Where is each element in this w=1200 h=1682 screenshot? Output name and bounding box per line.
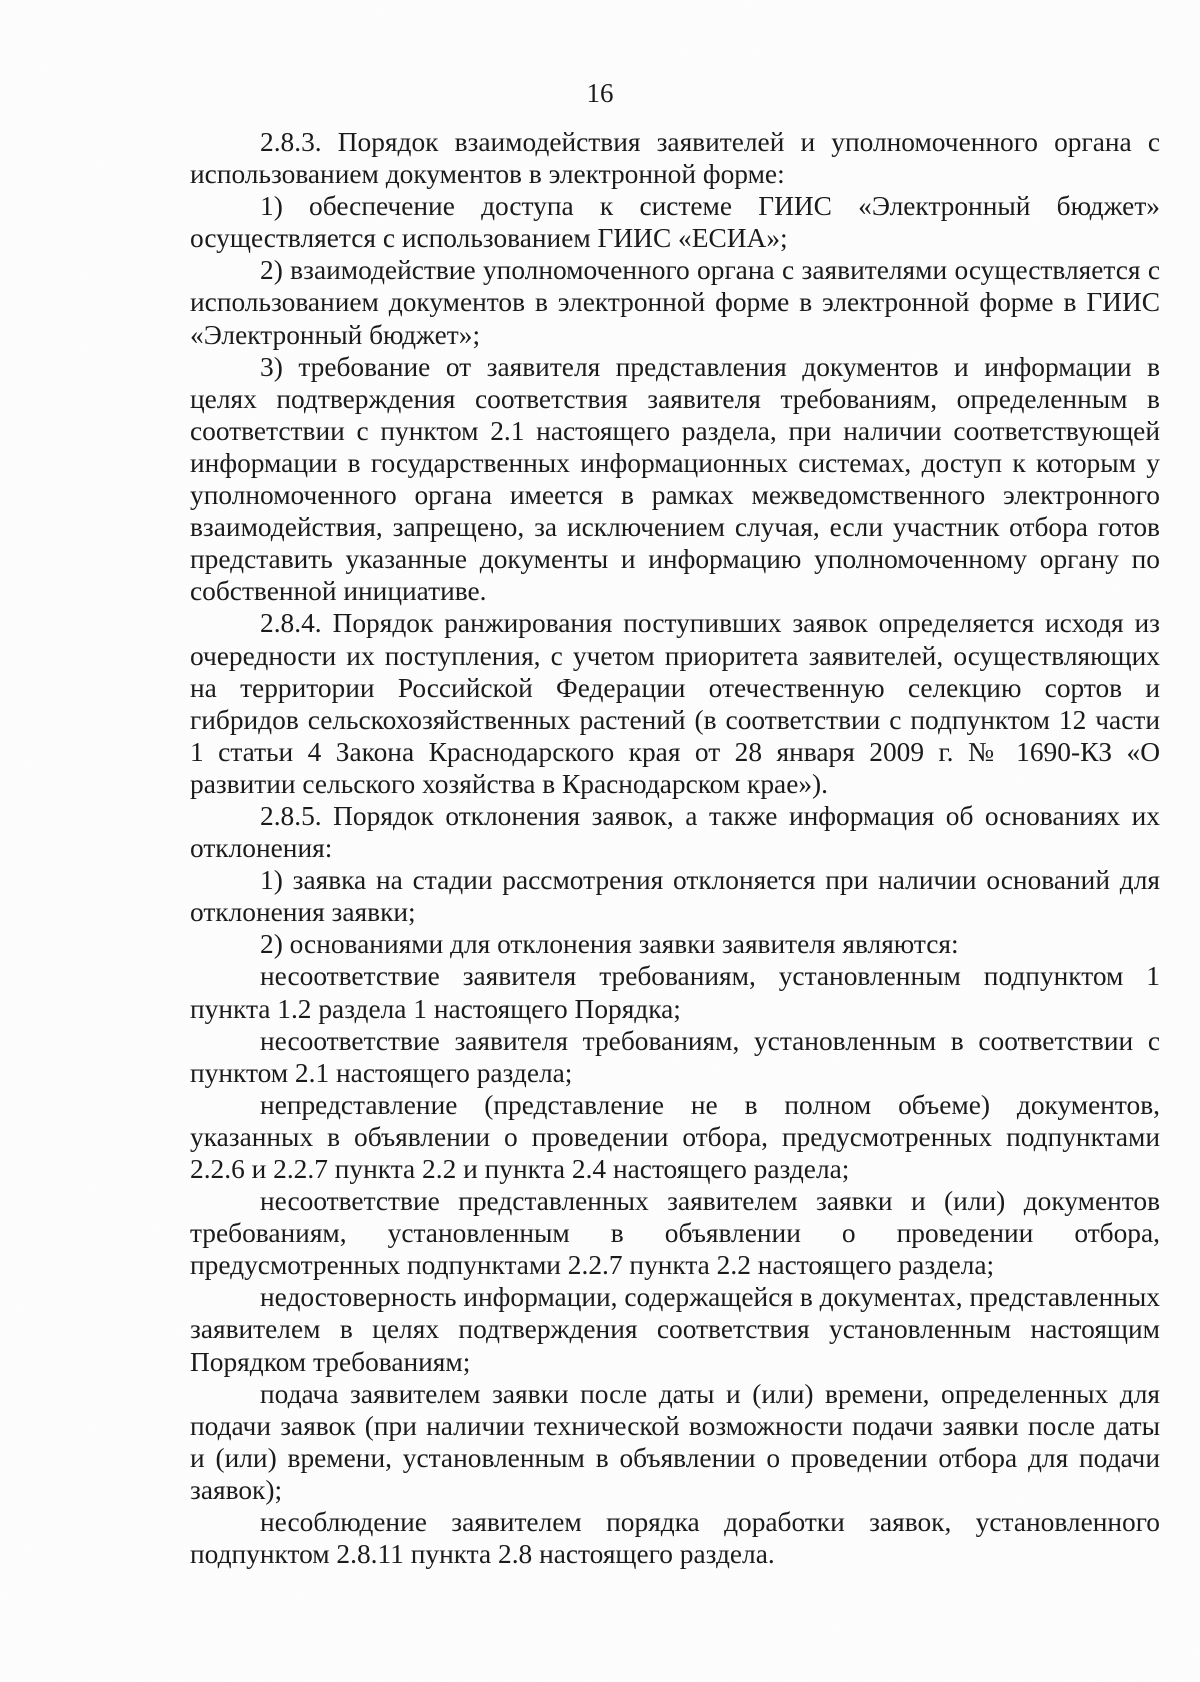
paragraph-ground-7: несоблюдение заявителем порядка доработки заявок, установленного подпунктом 2.8.11 пункта 2.8 настоящего раздела. — [190, 1507, 1160, 1570]
paragraph-ground-1: несоответствие заявителя требованиям, установленным подпунктом 1 пункта 1.2 раздела 1 настоящего Порядка; — [190, 961, 1160, 1024]
paragraph-ground-5: недостоверность информации, содержащейся в документах, представленных заявителем в целях подтверждения соответствия установленным настоящим Порядком требованиям; — [190, 1282, 1160, 1377]
paragraph-ground-6: подача заявителем заявки после даты и (или) времени, определенных для подачи заявок (при наличии технической возможности подачи заявки после даты и (или) времени, установленным в объявлении о проведении отбора для подачи заявок); — [190, 1378, 1160, 1505]
paragraph-reject-item-1: 1) заявка на стадии рассмотрения отклоняется при наличии оснований для отклонения заявки; — [190, 865, 1160, 928]
paragraph-2-8-3: 2.8.3. Порядок взаимодействия заявителей и уполномоченного органа с использованием документов в электронной форме: — [190, 127, 1160, 190]
page-number: 16 — [586, 78, 614, 108]
document-body — [190, 126, 1160, 1570]
paragraph-item-3-requirement: 3) требование от заявителя представления документов и информации в целях подтверждения соответствия заявителя требованиям, определенным в соответствии с пунктом 2.1 настоящего раздела, при наличии соответствующей информации в государственных информационных системах, доступ к которым у уполномоченного органа имеется в рамках межведомственного электронного взаимодействия, запрещено, за исключением случая, если участник отбора готов представить указанные документы и информацию уполномоченному органу по собственной инициативе. — [190, 351, 1160, 607]
paragraph-ground-2: несоответствие заявителя требованиям, установленным в соответствии с пунктом 2.1 настоящего раздела; — [190, 1025, 1160, 1088]
paragraph-ground-3: непредставление (представление не в полном объеме) документов, указанных в объявлении о проведении отбора, предусмотренных подпунктами 2.2.6 и 2.2.7 пункта 2.2 и пункта 2.4 настоящего раздела; — [190, 1089, 1160, 1184]
paragraph-2-8-4: 2.8.4. Порядок ранжирования поступивших заявок определяется исходя из очередности их поступления, с учетом приоритета заявителей, осуществляющих на территории Российской Федерации отечественную селекцию сортов и гибридов сельскохозяйственных растений (в соответствии с подпунктом 12 части 1 статьи 4 Закона Краснодарского края от 28 января 2009 г. № 1690-КЗ «О развитии сельского хозяйства в Краснодарском крае»). — [190, 608, 1160, 799]
paragraph-2-8-5: 2.8.5. Порядок отклонения заявок, а также информация об основаниях их отклонения: — [190, 800, 1160, 864]
paragraph-item-2-interaction: 2) взаимодействие уполномоченного органа с заявителями осуществляется с использованием документов в электронной форме в электронной форме в ГИИС «Электронный бюджет»; — [190, 255, 1160, 350]
paragraph-item-1-esia: 1) обеспечение доступа к системе ГИИС «Электронный бюджет» осуществляется с использованием ГИИС «ЕСИА»; — [190, 191, 1160, 254]
paragraph-reject-item-2: 2) основаниями для отклонения заявки заявителя являются: — [260, 929, 959, 960]
paragraph-ground-4: несоответствие представленных заявителем заявки и (или) документов требованиям, установленным в объявлении о проведении отбора, предусмотренных подпунктами 2.2.7 пункта 2.2 настоящего раздела; — [190, 1186, 1160, 1281]
